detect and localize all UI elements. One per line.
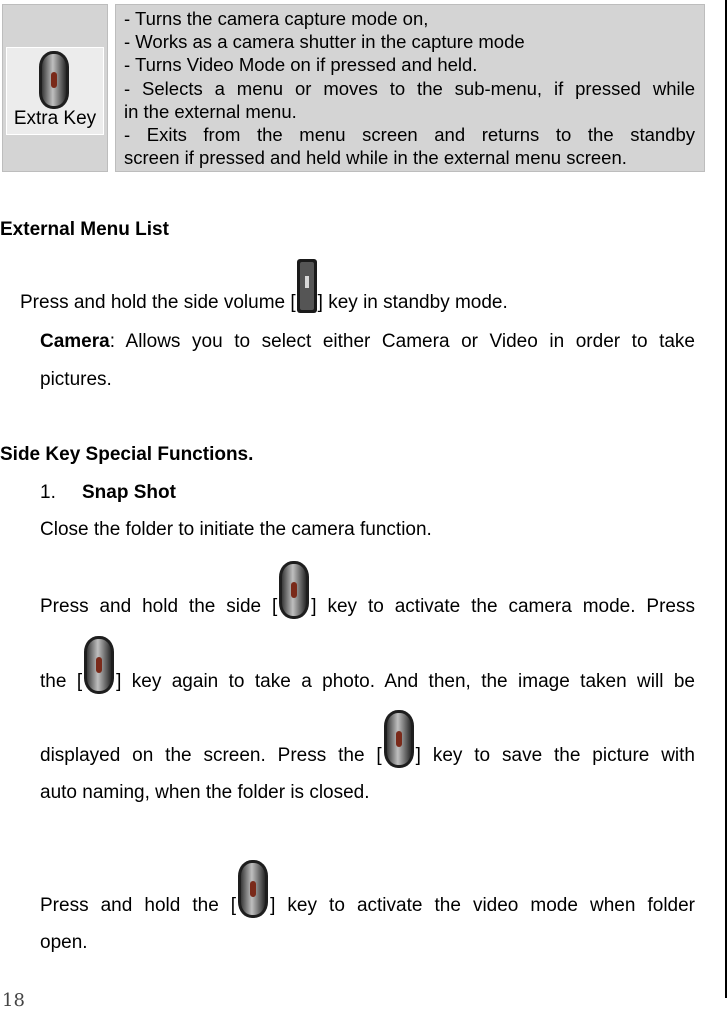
snapshot-para-line: the [ ] key again to take a photo. And then, the image taken will be: [40, 671, 695, 693]
desc-line: - Selects a menu or moves to the sub-menu, if pressed while: [124, 77, 695, 99]
side-key-heading: Side Key Special Functions.: [0, 444, 254, 465]
item-number: 1.: [40, 482, 56, 503]
camera-key-icon: [236, 859, 270, 919]
snapshot-para-line: displayed on the screen. Press the [ ] key to save the picture with: [40, 745, 695, 767]
desc-line: - Works as a camera shutter in the capture mode: [124, 31, 525, 53]
camera-key-icon: [382, 709, 416, 769]
volume-key-icon: [296, 258, 318, 314]
external-menu-heading: External Menu List: [0, 219, 169, 240]
camera-option-desc: Camera: Allows you to select either Camera or Video in order to take: [40, 331, 695, 352]
desc-line: - Turns the camera capture mode on,: [124, 8, 429, 29]
camera-key-icon: [82, 635, 116, 695]
extra-key-table: [0, 2, 706, 174]
desc-line: - Exits from the menu screen and returns to the standby: [124, 124, 695, 146]
video-mode-line: Press and hold the [ ] key to activate the video mode when folder: [40, 895, 695, 917]
camera-option-desc-cont: pictures.: [40, 369, 112, 390]
snapshot-para-line: auto naming, when the folder is closed.: [40, 782, 370, 803]
desc-line: - Turns Video Mode on if pressed and held.: [124, 54, 478, 76]
snapshot-para-line: Press and hold the side [ ] key to activate the camera mode. Press: [40, 596, 695, 618]
item-title: Snap Shot: [82, 482, 176, 503]
extra-key-cell: [2, 4, 108, 172]
video-mode-line-cont: open.: [40, 932, 88, 953]
page-number: 18: [2, 990, 25, 1011]
desc-line: in the external menu.: [124, 100, 297, 122]
close-folder-text: Close the folder to initiate the camera function.: [40, 519, 432, 540]
camera-key-icon: [277, 560, 311, 620]
desc-line: screen if pressed and held while in the external menu screen.: [124, 147, 627, 169]
extra-key-description: [115, 4, 705, 172]
extra-key-label: Extra Key: [13, 108, 97, 129]
external-menu-intro: Press and hold the side volume [ ] key in standby mode.: [20, 292, 508, 314]
camera-key-icon: [37, 50, 71, 110]
